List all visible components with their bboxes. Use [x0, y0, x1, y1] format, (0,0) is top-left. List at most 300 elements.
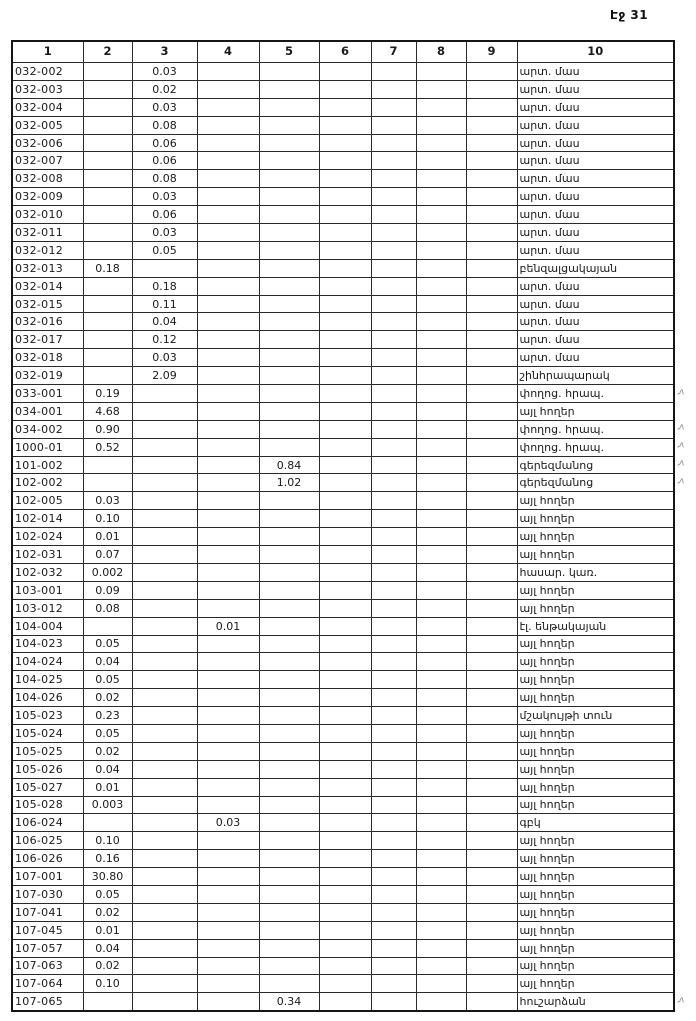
value-cell-col2 — [83, 224, 132, 242]
value-cell-col6 — [319, 796, 371, 814]
parcel-code-cell: 032-002 — [12, 63, 83, 81]
value-cell-col5 — [259, 707, 319, 725]
parcel-code-cell: 105-026 — [12, 760, 83, 778]
value-cell-col4 — [197, 510, 259, 528]
value-cell-col3 — [132, 742, 197, 760]
value-cell-col6 — [319, 599, 371, 617]
value-cell-col4 — [197, 241, 259, 259]
value-cell-col4 — [197, 528, 259, 546]
land-use-description-cell: այլ հողեր — [517, 903, 674, 921]
table-row — [12, 742, 674, 760]
value-cell-col5 — [259, 653, 319, 671]
value-cell-col2: 0.16 — [83, 850, 132, 868]
value-cell-col6 — [319, 760, 371, 778]
value-cell-col8 — [416, 188, 466, 206]
value-cell-col2: 0.23 — [83, 707, 132, 725]
value-cell-col5 — [259, 975, 319, 993]
value-cell-col3 — [132, 546, 197, 564]
land-use-description-cell: արտ. մաս — [517, 224, 674, 242]
value-cell-col3: 0.03 — [132, 224, 197, 242]
table-row — [12, 385, 674, 403]
value-cell-col7 — [371, 241, 416, 259]
parcel-code-cell: 032-010 — [12, 206, 83, 224]
value-cell-col7 — [371, 814, 416, 832]
value-cell-col2 — [83, 188, 132, 206]
value-cell-col4 — [197, 832, 259, 850]
value-cell-col9 — [466, 331, 517, 349]
value-cell-col8 — [416, 80, 466, 98]
land-use-description-cell: շինհրապարակ — [517, 367, 674, 385]
land-use-description-cell: արտ. մաս — [517, 63, 674, 81]
land-use-description-cell: մշակույթի տուն — [517, 707, 674, 725]
value-cell-col2 — [83, 277, 132, 295]
value-cell-col2: 0.09 — [83, 581, 132, 599]
value-cell-col2: 0.02 — [83, 903, 132, 921]
value-cell-col7 — [371, 402, 416, 420]
value-cell-col7 — [371, 957, 416, 975]
parcel-code-cell: 032-003 — [12, 80, 83, 98]
parcel-code-cell: 102-005 — [12, 492, 83, 510]
value-cell-col5: 0.84 — [259, 456, 319, 474]
table-row — [12, 331, 674, 349]
parcel-code-cell: 034-001 — [12, 402, 83, 420]
land-use-description-cell: այլ հողեր — [517, 671, 674, 689]
value-cell-col3: 0.08 — [132, 170, 197, 188]
parcel-code-cell: 106-024 — [12, 814, 83, 832]
land-use-description-cell: արտ. մաս — [517, 80, 674, 98]
table-row — [12, 975, 674, 993]
table-row — [12, 80, 674, 98]
table-row — [12, 993, 674, 1011]
value-cell-col7 — [371, 259, 416, 277]
value-cell-col5 — [259, 510, 319, 528]
value-cell-col7 — [371, 188, 416, 206]
value-cell-col8 — [416, 277, 466, 295]
value-cell-col5 — [259, 796, 319, 814]
table-row — [12, 581, 674, 599]
value-cell-col6 — [319, 707, 371, 725]
table-row — [12, 921, 674, 939]
value-cell-col8 — [416, 438, 466, 456]
value-cell-col6 — [319, 224, 371, 242]
value-cell-col9 — [466, 635, 517, 653]
header-row — [12, 41, 674, 63]
value-cell-col6 — [319, 868, 371, 886]
land-use-description-cell: արտ. մաս — [517, 152, 674, 170]
parcel-code-cell: 032-011 — [12, 224, 83, 242]
parcel-code-cell: 102-014 — [12, 510, 83, 528]
land-use-description-cell: այլ հողեր — [517, 742, 674, 760]
value-cell-col4 — [197, 975, 259, 993]
table-row — [12, 760, 674, 778]
value-cell-col3 — [132, 438, 197, 456]
value-cell-col5 — [259, 438, 319, 456]
value-cell-col6 — [319, 832, 371, 850]
value-cell-col5 — [259, 903, 319, 921]
value-cell-col6 — [319, 778, 371, 796]
value-cell-col8 — [416, 742, 466, 760]
value-cell-col5 — [259, 885, 319, 903]
land-use-description-cell: հասար. կառ. — [517, 563, 674, 581]
value-cell-col7 — [371, 885, 416, 903]
value-cell-col8 — [416, 116, 466, 134]
value-cell-col7 — [371, 742, 416, 760]
value-cell-col5 — [259, 331, 319, 349]
value-cell-col9 — [466, 420, 517, 438]
value-cell-col8 — [416, 492, 466, 510]
value-cell-col5 — [259, 277, 319, 295]
parcel-code-cell: 107-041 — [12, 903, 83, 921]
value-cell-col3: 0.06 — [132, 206, 197, 224]
value-cell-col4 — [197, 868, 259, 886]
value-cell-col2: 0.003 — [83, 796, 132, 814]
value-cell-col8 — [416, 581, 466, 599]
value-cell-col4 — [197, 921, 259, 939]
value-cell-col9 — [466, 313, 517, 331]
value-cell-col8 — [416, 814, 466, 832]
table-row — [12, 438, 674, 456]
land-use-description-cell: այլ հողեր — [517, 599, 674, 617]
value-cell-col6 — [319, 563, 371, 581]
value-cell-col3: 0.08 — [132, 116, 197, 134]
value-cell-col4 — [197, 170, 259, 188]
value-cell-col7 — [371, 993, 416, 1011]
value-cell-col8 — [416, 63, 466, 81]
value-cell-col9 — [466, 850, 517, 868]
value-cell-col2: 0.10 — [83, 832, 132, 850]
value-cell-col2: 0.90 — [83, 420, 132, 438]
value-cell-col2 — [83, 63, 132, 81]
value-cell-col6 — [319, 116, 371, 134]
value-cell-col2 — [83, 313, 132, 331]
value-cell-col3 — [132, 850, 197, 868]
value-cell-col3 — [132, 492, 197, 510]
value-cell-col3: 0.03 — [132, 349, 197, 367]
value-cell-col7 — [371, 116, 416, 134]
value-cell-col5 — [259, 814, 319, 832]
value-cell-col6 — [319, 903, 371, 921]
parcel-code-cell: 107-065 — [12, 993, 83, 1011]
table-row — [12, 224, 674, 242]
value-cell-col4 — [197, 903, 259, 921]
value-cell-col7 — [371, 671, 416, 689]
table-row — [12, 528, 674, 546]
value-cell-col5 — [259, 939, 319, 957]
value-cell-col2: 0.04 — [83, 939, 132, 957]
value-cell-col5 — [259, 689, 319, 707]
value-cell-col2: 0.08 — [83, 599, 132, 617]
value-cell-col7 — [371, 796, 416, 814]
value-cell-col6 — [319, 277, 371, 295]
parcel-code-cell: 105-023 — [12, 707, 83, 725]
table-row — [12, 778, 674, 796]
land-use-description-cell: այլ հողեր — [517, 957, 674, 975]
value-cell-col3 — [132, 724, 197, 742]
column-header: 8 — [416, 41, 466, 63]
table-row — [12, 456, 674, 474]
value-cell-col2: 0.04 — [83, 760, 132, 778]
value-cell-col6 — [319, 689, 371, 707]
value-cell-col9 — [466, 188, 517, 206]
land-use-description-cell: արտ. մաս — [517, 349, 674, 367]
value-cell-col6 — [319, 617, 371, 635]
value-cell-col3 — [132, 653, 197, 671]
value-cell-col6 — [319, 349, 371, 367]
value-cell-col5 — [259, 98, 319, 116]
value-cell-col4 — [197, 277, 259, 295]
table-row — [12, 367, 674, 385]
value-cell-col8 — [416, 832, 466, 850]
parcel-code-cell: 032-008 — [12, 170, 83, 188]
value-cell-col6 — [319, 492, 371, 510]
value-cell-col9 — [466, 438, 517, 456]
column-header: 9 — [466, 41, 517, 63]
value-cell-col6 — [319, 510, 371, 528]
parcel-code-cell: 105-028 — [12, 796, 83, 814]
value-cell-col4 — [197, 635, 259, 653]
value-cell-col4 — [197, 563, 259, 581]
value-cell-col6 — [319, 241, 371, 259]
value-cell-col5 — [259, 385, 319, 403]
value-cell-col5 — [259, 134, 319, 152]
land-use-description-cell: այլ հողեր — [517, 850, 674, 868]
column-header: 5 — [259, 41, 319, 63]
parcel-code-cell: 106-026 — [12, 850, 83, 868]
land-use-description-cell: այլ հողեր — [517, 778, 674, 796]
value-cell-col2: 0.01 — [83, 921, 132, 939]
value-cell-col3 — [132, 671, 197, 689]
value-cell-col2 — [83, 814, 132, 832]
value-cell-col4 — [197, 850, 259, 868]
value-cell-col8 — [416, 206, 466, 224]
value-cell-col7 — [371, 438, 416, 456]
value-cell-col8 — [416, 635, 466, 653]
value-cell-col5 — [259, 617, 319, 635]
land-use-description-cell: այլ հողեր — [517, 492, 674, 510]
value-cell-col8 — [416, 868, 466, 886]
value-cell-col5 — [259, 349, 319, 367]
table-row — [12, 957, 674, 975]
value-cell-col2: 0.05 — [83, 885, 132, 903]
land-use-description-cell: արտ. մաս — [517, 116, 674, 134]
value-cell-col7 — [371, 474, 416, 492]
value-cell-col3 — [132, 456, 197, 474]
value-cell-col6 — [319, 134, 371, 152]
land-use-description-cell: արտ. մաս — [517, 206, 674, 224]
value-cell-col6 — [319, 385, 371, 403]
parcel-code-cell: 107-030 — [12, 885, 83, 903]
value-cell-col7 — [371, 653, 416, 671]
parcel-code-cell: 104-004 — [12, 617, 83, 635]
value-cell-col9 — [466, 241, 517, 259]
value-cell-col2 — [83, 80, 132, 98]
land-use-description-cell: այլ հողեր — [517, 939, 674, 957]
table-body — [12, 63, 674, 1012]
pencil-margin-mark: ,ʌ — [676, 457, 684, 469]
value-cell-col6 — [319, 63, 371, 81]
land-use-description-cell: գբկ — [517, 814, 674, 832]
land-use-description-cell: էլ. ենթակայան — [517, 617, 674, 635]
land-use-description-cell: այլ հողեր — [517, 635, 674, 653]
table-row — [12, 707, 674, 725]
value-cell-col4 — [197, 957, 259, 975]
parcel-code-cell: 032-004 — [12, 98, 83, 116]
value-cell-col2: 30.80 — [83, 868, 132, 886]
value-cell-col4 — [197, 653, 259, 671]
value-cell-col8 — [416, 295, 466, 313]
value-cell-col3: 0.03 — [132, 188, 197, 206]
value-cell-col4 — [197, 385, 259, 403]
table-row — [12, 295, 674, 313]
value-cell-col8 — [416, 420, 466, 438]
value-cell-col6 — [319, 653, 371, 671]
value-cell-col3 — [132, 420, 197, 438]
parcel-code-cell: 032-007 — [12, 152, 83, 170]
value-cell-col5 — [259, 259, 319, 277]
value-cell-col3 — [132, 868, 197, 886]
value-cell-col2: 0.01 — [83, 528, 132, 546]
value-cell-col8 — [416, 313, 466, 331]
value-cell-col3: 0.06 — [132, 134, 197, 152]
value-cell-col2 — [83, 456, 132, 474]
table-row — [12, 63, 674, 81]
value-cell-col9 — [466, 581, 517, 599]
column-header: 7 — [371, 41, 416, 63]
value-cell-col8 — [416, 975, 466, 993]
value-cell-col3 — [132, 635, 197, 653]
value-cell-col7 — [371, 98, 416, 116]
land-use-description-cell: արտ. մաս — [517, 331, 674, 349]
table-row — [12, 116, 674, 134]
value-cell-col2: 0.002 — [83, 563, 132, 581]
value-cell-col2 — [83, 367, 132, 385]
value-cell-col9 — [466, 546, 517, 564]
value-cell-col8 — [416, 671, 466, 689]
value-cell-col9 — [466, 724, 517, 742]
value-cell-col5 — [259, 868, 319, 886]
parcel-code-cell: 032-014 — [12, 277, 83, 295]
value-cell-col6 — [319, 402, 371, 420]
value-cell-col3 — [132, 993, 197, 1011]
land-use-description-cell: այլ հողեր — [517, 546, 674, 564]
value-cell-col3 — [132, 832, 197, 850]
value-cell-col2 — [83, 474, 132, 492]
value-cell-col2: 0.19 — [83, 385, 132, 403]
value-cell-col5 — [259, 563, 319, 581]
parcel-code-cell: 104-023 — [12, 635, 83, 653]
value-cell-col9 — [466, 742, 517, 760]
value-cell-col6 — [319, 188, 371, 206]
land-use-description-cell: այլ հողեր — [517, 975, 674, 993]
land-use-description-cell: այլ հողեր — [517, 528, 674, 546]
land-use-description-cell: փողոց. հրապ. — [517, 420, 674, 438]
value-cell-col7 — [371, 492, 416, 510]
value-cell-col7 — [371, 778, 416, 796]
value-cell-col9 — [466, 563, 517, 581]
value-cell-col9 — [466, 206, 517, 224]
value-cell-col9 — [466, 170, 517, 188]
value-cell-col7 — [371, 349, 416, 367]
value-cell-col3 — [132, 259, 197, 277]
value-cell-col4 — [197, 402, 259, 420]
value-cell-col8 — [416, 546, 466, 564]
parcel-code-cell: 107-001 — [12, 868, 83, 886]
land-use-description-cell: արտ. մաս — [517, 188, 674, 206]
value-cell-col8 — [416, 939, 466, 957]
value-cell-col4 — [197, 224, 259, 242]
value-cell-col8 — [416, 903, 466, 921]
value-cell-col5 — [259, 742, 319, 760]
value-cell-col5 — [259, 581, 319, 599]
value-cell-col4 — [197, 474, 259, 492]
value-cell-col6 — [319, 438, 371, 456]
value-cell-col9 — [466, 98, 517, 116]
value-cell-col4 — [197, 993, 259, 1011]
value-cell-col7 — [371, 689, 416, 707]
value-cell-col2 — [83, 349, 132, 367]
parcel-code-cell: 104-026 — [12, 689, 83, 707]
land-use-description-cell: գերեզմանոց — [517, 474, 674, 492]
value-cell-col2 — [83, 170, 132, 188]
value-cell-col7 — [371, 170, 416, 188]
value-cell-col5 — [259, 188, 319, 206]
land-use-description-cell: այլ հողեր — [517, 510, 674, 528]
value-cell-col2: 0.10 — [83, 975, 132, 993]
table-row — [12, 653, 674, 671]
value-cell-col5 — [259, 367, 319, 385]
value-cell-col4 — [197, 349, 259, 367]
table-row — [12, 402, 674, 420]
value-cell-col4 — [197, 939, 259, 957]
table-row — [12, 796, 674, 814]
land-use-description-cell: արտ. մաս — [517, 277, 674, 295]
table-row — [12, 134, 674, 152]
table-row — [12, 939, 674, 957]
value-cell-col5 — [259, 170, 319, 188]
value-cell-col8 — [416, 349, 466, 367]
value-cell-col5 — [259, 402, 319, 420]
table-row — [12, 259, 674, 277]
value-cell-col9 — [466, 778, 517, 796]
parcel-code-cell: 032-005 — [12, 116, 83, 134]
value-cell-col5 — [259, 420, 319, 438]
value-cell-col9 — [466, 349, 517, 367]
value-cell-col9 — [466, 599, 517, 617]
value-cell-col4 — [197, 546, 259, 564]
value-cell-col9 — [466, 903, 517, 921]
value-cell-col4 — [197, 492, 259, 510]
value-cell-col4 — [197, 689, 259, 707]
value-cell-col9 — [466, 760, 517, 778]
value-cell-col2 — [83, 617, 132, 635]
value-cell-col3 — [132, 474, 197, 492]
value-cell-col4 — [197, 98, 259, 116]
value-cell-col7 — [371, 80, 416, 98]
value-cell-col9 — [466, 939, 517, 957]
value-cell-col2: 0.05 — [83, 671, 132, 689]
value-cell-col9 — [466, 63, 517, 81]
value-cell-col4 — [197, 438, 259, 456]
value-cell-col3: 0.12 — [132, 331, 197, 349]
land-use-description-cell: այլ հողեր — [517, 885, 674, 903]
value-cell-col8 — [416, 921, 466, 939]
land-use-description-cell: այլ հողեր — [517, 921, 674, 939]
value-cell-col7 — [371, 903, 416, 921]
value-cell-col4: 0.03 — [197, 814, 259, 832]
table-row — [12, 420, 674, 438]
value-cell-col6 — [319, 957, 371, 975]
value-cell-col2: 0.05 — [83, 635, 132, 653]
